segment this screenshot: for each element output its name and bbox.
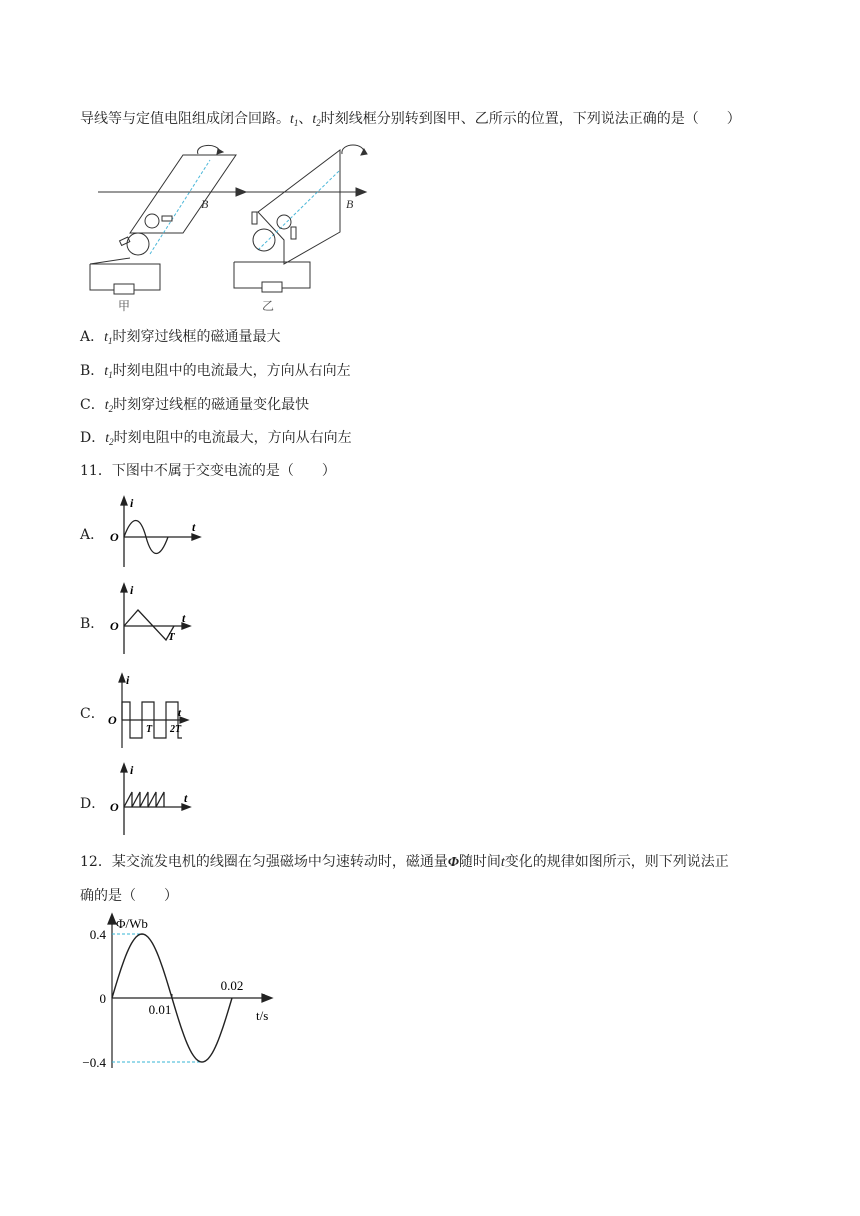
svg-text:t: t (178, 707, 182, 719)
generator-left (90, 145, 246, 294)
q10-stem-text-a: 导线等与定值电阻组成闭合回路。 (80, 111, 290, 127)
q10-option-b[interactable]: B．$t_1$时刻电阻中的电流最大，方向从右向左 (80, 363, 351, 380)
svg-text:O: O (110, 800, 119, 814)
t1-sub: 1 (293, 118, 299, 128)
t1-var: t (290, 112, 294, 127)
q11-graph-b[interactable] (104, 582, 204, 657)
slip-ring-large-right (253, 229, 275, 251)
q11-graph-a[interactable] (104, 495, 204, 570)
x-axis-label: t/s (256, 1008, 269, 1023)
q10-option-d[interactable]: D．$t_2$时刻电阻中的电流最大，方向从右向左 (80, 430, 352, 447)
x-tick-label-002: 0.02 (220, 978, 244, 993)
slip-ring-small-right (277, 215, 291, 229)
rotation-arrow-left (198, 145, 220, 154)
resistor-right (262, 282, 282, 292)
svg-text:t: t (182, 611, 186, 625)
slip-ring-small-left (145, 214, 159, 228)
svg-text:t: t (184, 791, 188, 805)
q10-option-c[interactable]: C．$t_2$时刻穿过线框的磁通量变化最快 (80, 397, 310, 414)
y-tick-label-zero: 0 (99, 991, 106, 1006)
svg-text:2T: 2T (170, 724, 182, 735)
q11-option-c-letter[interactable]: C． (80, 706, 105, 722)
q11-option-b-letter[interactable]: B． (80, 616, 105, 632)
svg-text:O: O (110, 530, 119, 544)
svg-text:i: i (130, 763, 134, 777)
svg-text:T: T (168, 631, 175, 643)
y-tick-label-bottom: −0.4 (82, 1055, 106, 1070)
svg-text:t: t (192, 520, 196, 534)
resistor-left (114, 284, 134, 294)
t2-var: t (312, 112, 317, 127)
svg-text:i: i (130, 583, 134, 597)
svg-text:O: O (110, 619, 119, 633)
q11-stem: 11．下图中不属于交变电流的是（ ） (80, 463, 336, 479)
generator-right (234, 145, 367, 292)
svg-text:O: O (108, 713, 117, 727)
separator: 、 (298, 111, 313, 127)
q10-option-a[interactable]: A．$t_1$时刻穿过线框的磁通量最大 (80, 329, 281, 346)
q11-graph-d[interactable] (104, 762, 204, 837)
q10-stem (80, 109, 741, 133)
q12-stem-line2: 确的是（ ） (80, 888, 178, 904)
svg-text:i: i (126, 673, 130, 687)
slip-ring-large-left (127, 233, 149, 255)
generator-figure (78, 140, 378, 315)
svg-text:i: i (130, 496, 134, 510)
q11-graph-c[interactable] (104, 672, 204, 752)
q12-stem-line1: 12．某交流发电机的线圈在匀强磁场中匀速转动时，磁通量Φ随时间t变化的规律如图所示，则下列说法正 (80, 854, 729, 870)
figure-label-jia: 甲 (118, 299, 131, 313)
figure-label-yi: 乙 (262, 299, 275, 313)
coil-right (258, 150, 340, 264)
coil-left (130, 155, 236, 233)
q11-option-d-letter[interactable]: D． (80, 796, 106, 812)
y-tick-label-top: 0.4 (89, 927, 106, 942)
q11-option-a-letter[interactable]: A． (80, 527, 105, 543)
field-label-right: B (346, 197, 354, 211)
field-label-left: B (201, 197, 209, 211)
x-tick-label-001: 0.01 (148, 1002, 172, 1017)
flux-chart (70, 910, 290, 1070)
y-axis-label: Φ/Wb (116, 916, 148, 931)
svg-text:T: T (146, 724, 153, 735)
t2-sub: 2 (316, 118, 321, 128)
q10-stem-text-b: 时刻线框分别转到图甲、乙所示的位置，下列说法正确的是（ ） (320, 111, 741, 127)
rotation-arrow-right (342, 145, 364, 154)
